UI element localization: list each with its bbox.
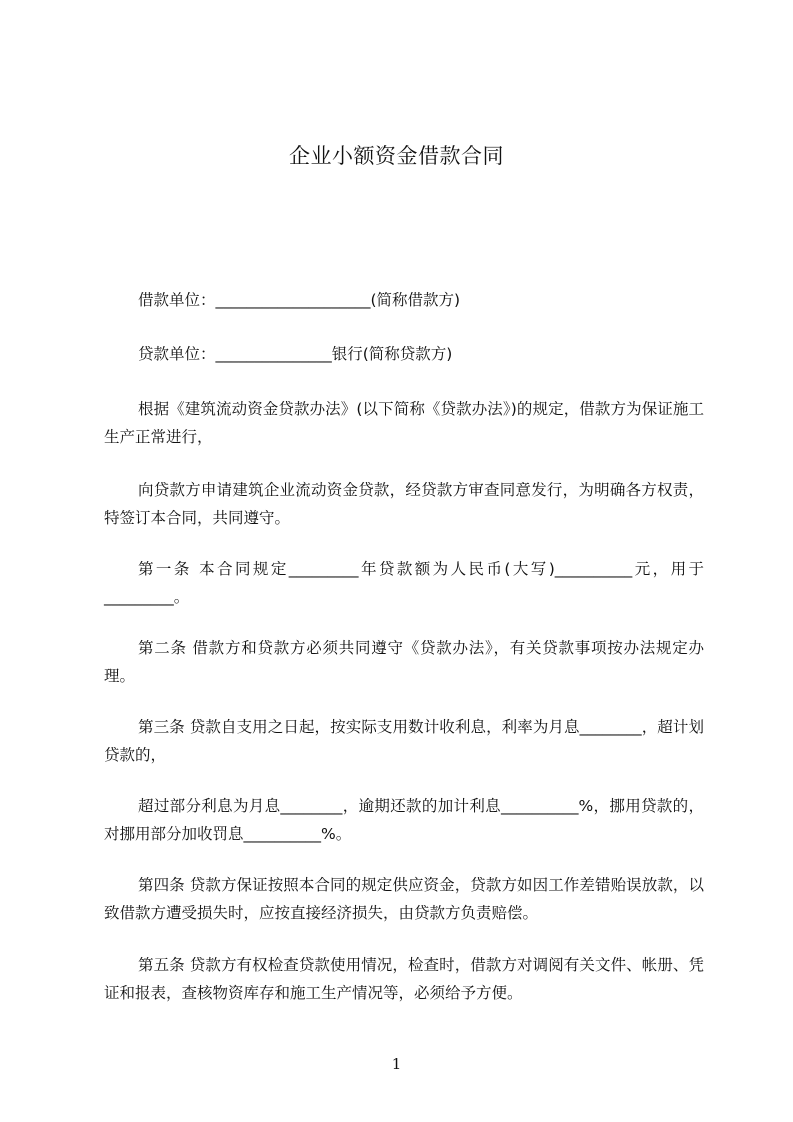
paragraph-text: 第三条 贷款自支用之日起，按实际支用数计收利息，利率为月息________，超计划贷款的，	[104, 718, 704, 764]
paragraph-text: 第五条 贷款方有权检查贷款使用情况，检查时，借款方对调阅有关文件、帐册、凭证和报表，查核物资库存和施工生产情况等，必须给予方便。	[104, 956, 704, 1002]
paragraph-text: 第四条 贷款方保证按照本合同的规定供应资金，贷款方如因工作差错贻误放款，以致借款方遭受损失时，应按直接经济损失，由贷款方负责赔偿。	[104, 876, 704, 922]
article-3-continued	[104, 792, 704, 848]
document-title: 企业小额资金借款合同	[289, 144, 504, 168]
paragraph-text: 第一条 本合同规定_________年贷款额为人民币(大写)__________元，用于_________。	[104, 560, 704, 606]
paragraph-text: 超过部分利息为月息________，逾期还款的加计利息__________%，挪用贷款的，对挪用部分加收罚息__________%。	[104, 797, 704, 843]
paragraph-text: 向贷款方申请建筑企业流动资金贷款，经贷款方审查同意发行，为明确各方权责，特签订本合同，共同遵守。	[104, 481, 704, 527]
preamble-paragraph	[104, 395, 704, 451]
article-4	[104, 871, 704, 927]
paragraph-text: 借款单位：____________________(简称借款方)	[138, 291, 461, 309]
page-number: 1	[391, 1055, 402, 1073]
article-2	[104, 634, 704, 690]
paragraph-text: 第二条 借款方和贷款方必须共同遵守《贷款办法》，有关贷款事项按办法规定办理。	[104, 639, 704, 685]
article-5	[104, 951, 704, 1007]
lender-line	[104, 340, 704, 368]
paragraph-text: 贷款单位：_______________银行(简称贷款方)	[138, 345, 453, 363]
article-1	[104, 555, 704, 611]
borrower-line	[104, 286, 704, 314]
application-paragraph	[104, 476, 704, 532]
paragraph-text: 根据《建筑流动资金贷款办法》(以下简称《贷款办法》)的规定，借款方为保证施工生产正常进行，	[104, 400, 704, 446]
article-3	[104, 713, 704, 769]
